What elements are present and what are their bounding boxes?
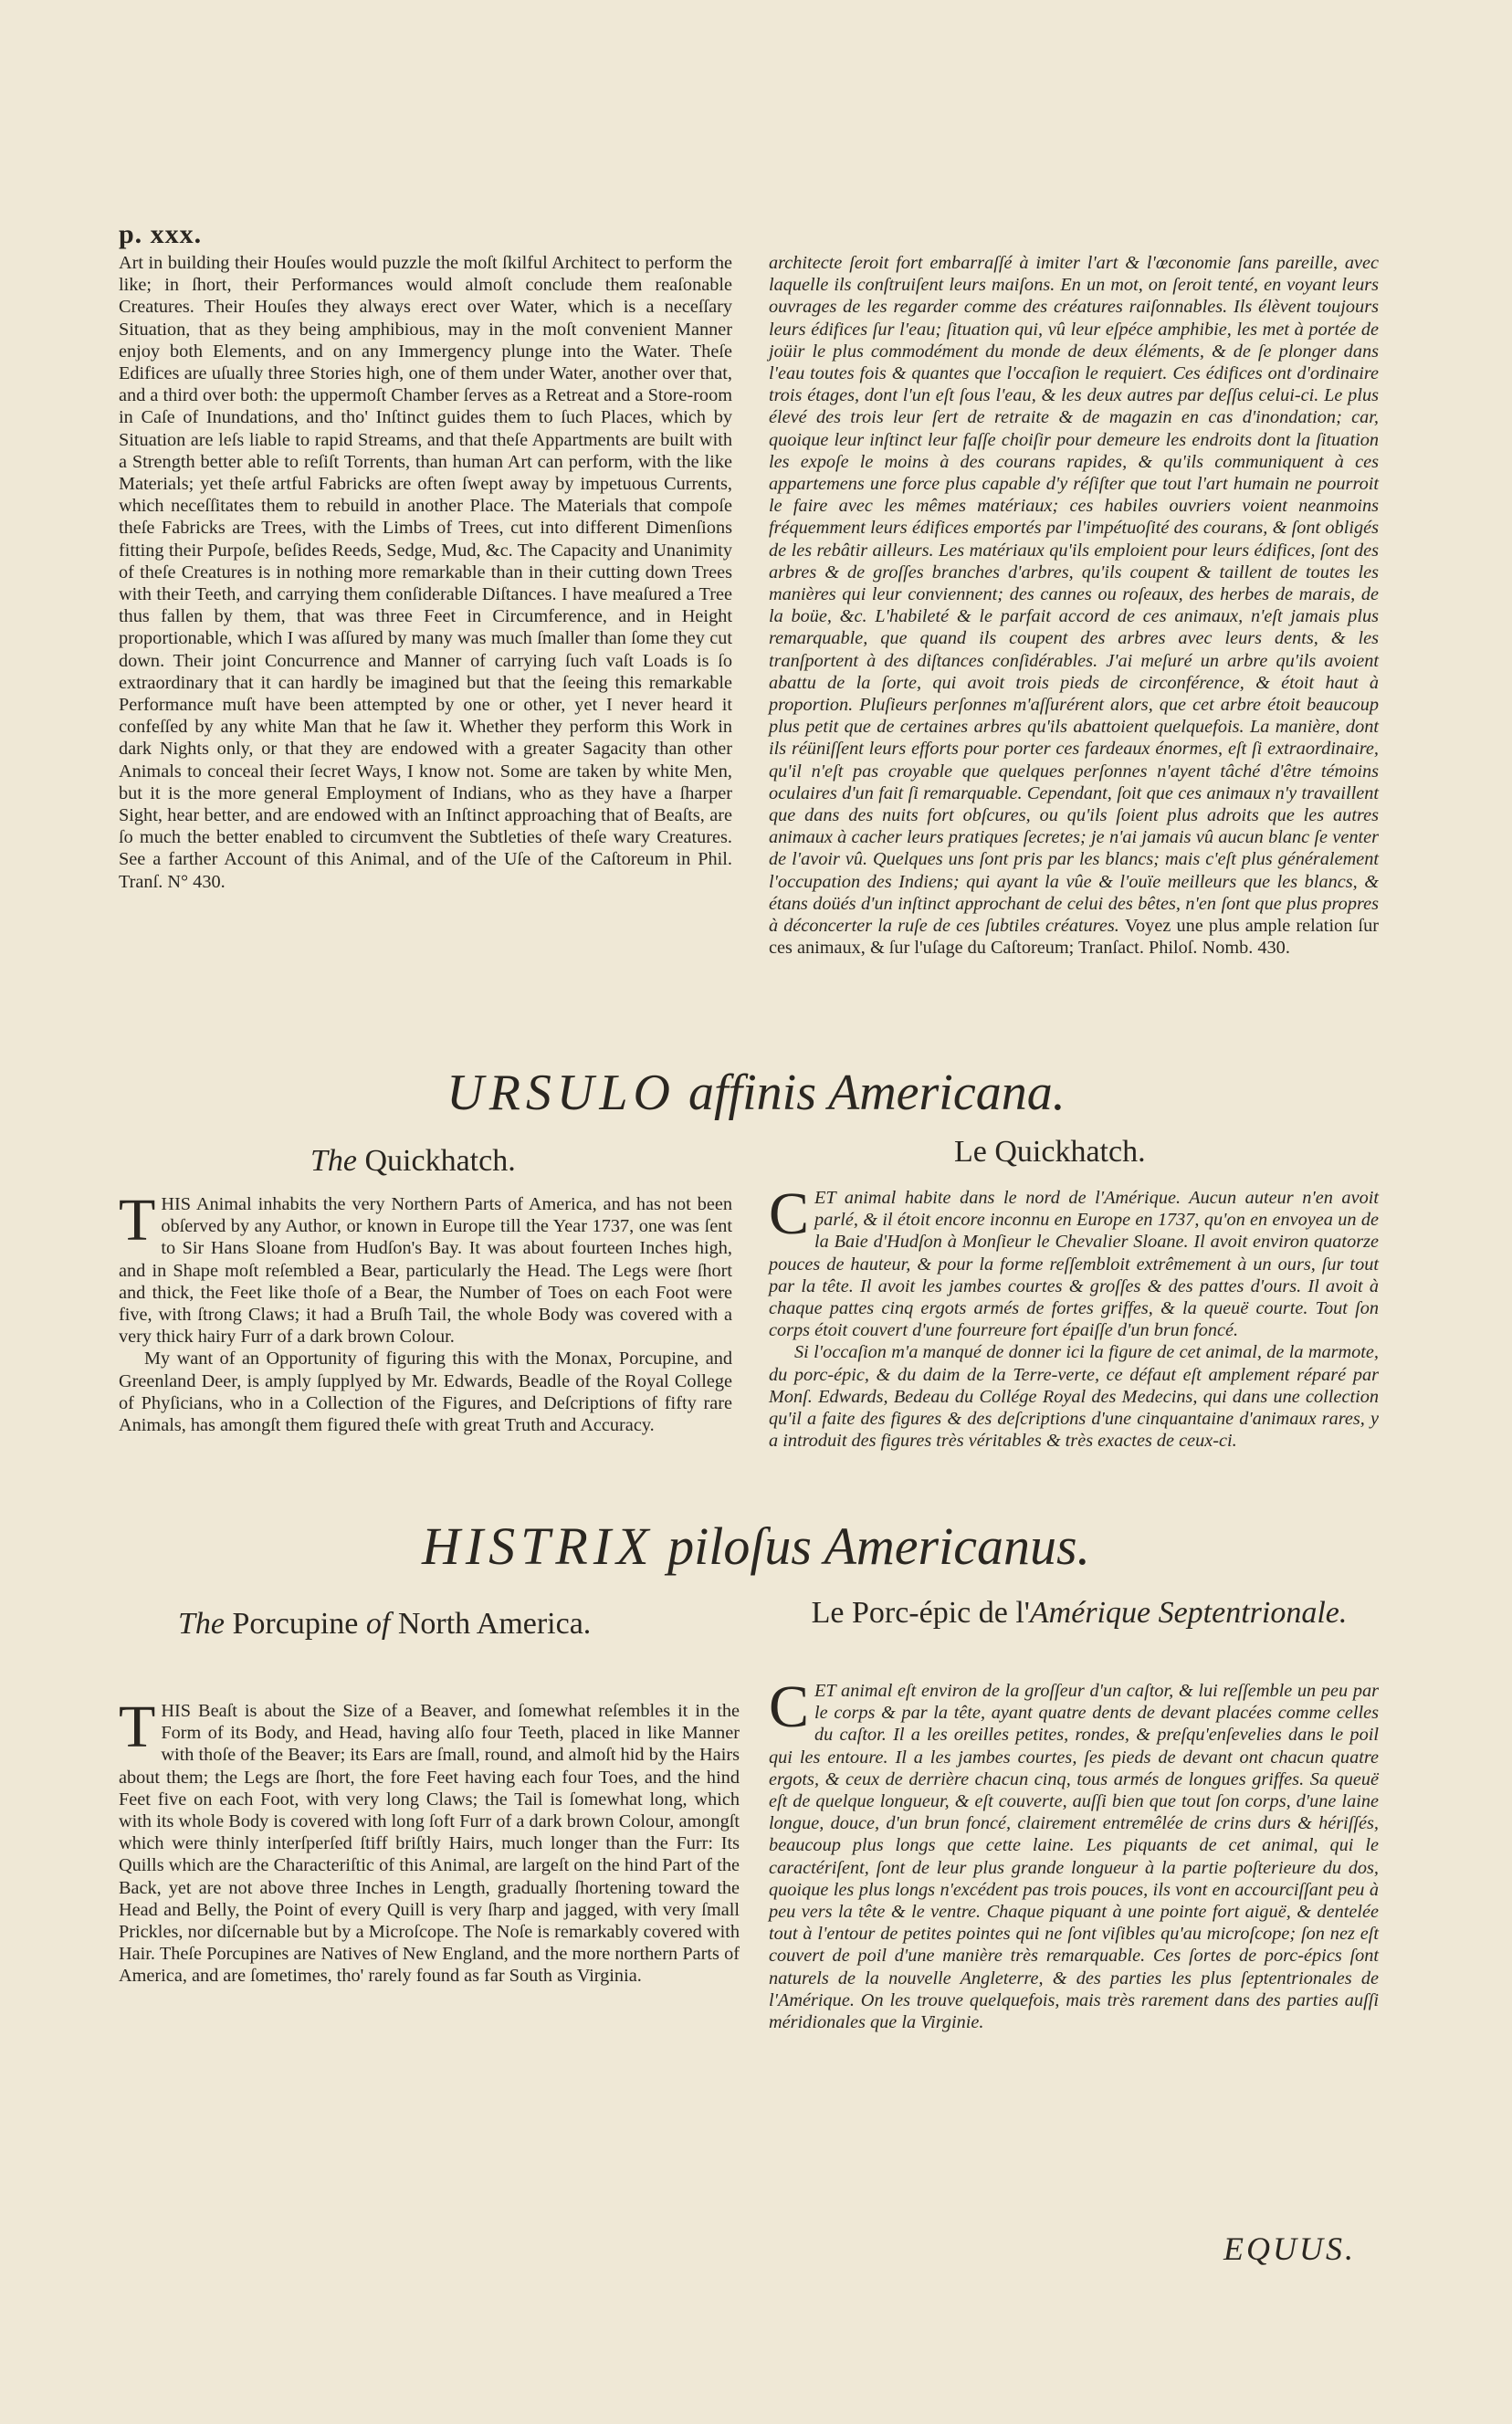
histrix-heading-species: piloſus Americanus. <box>667 1516 1091 1576</box>
porcupine-text-french <box>769 1674 1379 2033</box>
porcupine-subtitle-french-b: Amérique Septentrionale. <box>1029 1596 1348 1630</box>
quickhatch-french-dropcap: C <box>769 1181 810 1247</box>
quickhatch-subtitle-article: The <box>310 1144 357 1178</box>
quickhatch-text-french <box>769 1181 1379 1452</box>
porcupine-subtitle-of: of <box>365 1607 391 1641</box>
porcupine-french-paragraph: ET animal eſt environ de la groſſeur d'un caſtor, & lui reſſemble un peu par le corps & par la tête, ayant quatre dents de devant placées comme celles du caſtor. Il a les oreilles petites, rondes, & preſqu'enſevelies dans le poil qui les entoure. Il a les jambes courtes, ſes pieds de devant ont chacun quatre ergots, & ceux de derrière chacun cinq, tous armés de longues griffes. Sa queuë eſt de quelque longueur, & eſt couverte, auſſi bien que tout ſon corps, d'une laine longue, douce, d'un brun foncé, clairement entremêlée de crins durs & hériſſés, beaucoup plus longs que cette laine. Les piquants de cet animal, qui le caractériſent, ſont de leur plus grande longueur à la partie poſterieure du dos, quoique les plus longs n'excédent pas trois pouces, ils vont en accourciſſant peu à peu vers la tête & le ventre. Chaque piquant à une pointe fort aiguë, & dentelée tout à l'entour de petites pointes qui ne ſont viſibles qu'au microſcope; ſon nez eſt couvert de poil d'une manière très remarquable. Ces ſortes de porc-épics ſont naturels de la nouvelle Angleterre, & des parties les plus ſeptentrionales de l'Amérique. On les trouve quelquefois, mais très rarement dans des parties auſſi méridionales que la Virginie. <box>769 1681 1379 2033</box>
quickhatch-subtitle-name: Quickhatch. <box>364 1144 516 1178</box>
porcupine-french-dropcap: C <box>769 1674 810 1740</box>
porcupine-subtitle-region: North America. <box>397 1607 592 1641</box>
beaver-paragraph-french <box>769 252 1379 960</box>
porcupine-subtitle-article: The <box>178 1607 225 1641</box>
quickhatch-text-english <box>119 1187 732 1436</box>
histrix-heading-genus: HISTRIX <box>421 1516 655 1576</box>
quickhatch-english-paragraph-2: My want of an Opportunity of figuring this with the Monax, Porcupine, and Greenland Deer, is amply ſupplyed by Mr. Edwards, Beadle of the Royal College of Phyſicians, who in a Collection of the Figures, and Deſcriptions of fifty rare Animals, has amongſt them figured theſe with great Truth and Accuracy. <box>119 1348 732 1436</box>
quickhatch-french-paragraph-1: ET animal habite dans le nord de l'Amérique. Aucun auteur n'en avoit parlé, & il étoit encore inconnu en Europe en 1737, qu'on en envoyea un de la Baie d'Hudſon à Monſieur le Chevalier Sloane. Il avoit environ quatorze pouces de hauteur, & pour la forme reſſembloit extrêmement à un ours, ſur tout par la tête. Il avoit les jambes courtes & groſſes & des pattes d'ours. Il avoit à chaque pattes cinq ergots armés de fortes griffes, & la queuë courte. Tout ſon corps étoit couvert d'une fourreure fort épaiſſe d'un brun foncé. <box>769 1188 1379 1341</box>
quickhatch-english-dropcap: T <box>119 1187 156 1254</box>
porcupine-english-dropcap: T <box>119 1694 156 1760</box>
beaver-text-english <box>119 252 732 893</box>
catchword: EQUUS. <box>1223 2230 1356 2267</box>
quickhatch-french-paragraph-2: Si l'occaſion m'a manqué de donner ici la figure de cet animal, de la marmote, du porc-épic, & du daim de la Terre-verte, ce défaut eſt amplement réparé par Monſ. Edwards, Bedeau du Collége Royal des Medecins, qui dans une collection qu'il a faite des figures & des deſcriptions d'une cinquantaine d'animaux rares, y a introduit des figures très véritables & très exactes de ceux-ci. <box>769 1342 1379 1452</box>
beaver-text-french <box>769 252 1379 960</box>
quickhatch-subtitle-english <box>310 1144 516 1179</box>
quickhatch-subtitle-french: Le Quickhatch. <box>954 1135 1146 1169</box>
porcupine-english-paragraph: HIS Beaſt is about the Size of a Beaver, and ſomewhat reſembles it in the Form of its Body, and Head, having alſo four Teeth, placed in like Manner with thoſe of the Beaver; its Ears are ſmall, round, and almoſt hid by the Hairs about them; the Legs are ſhort, the fore Feet having each four Toes, and the hind Feet five on each Foot, with very long Claws; the Tail is ſomewhat long, which with its whole Body is covered with long ſoft Furr of a dark brown Colour, amongſt which were thinly interſperſed ſtiff briſtly Hairs, much longer than the Furr: Its Quills which are the Characteriſtic of this Animal, are largeſt on the hind Part of the Back, yet are not above three Inches in Length, gradually ſhortening toward the Head and Belly, the Point of every Quill is very ſharp and jagged, with very ſmall Prickles, nor diſcernable but by a Microſcope. The Noſe is remarkably covered with Hair. Theſe Porcupines are Natives of New England, and the more northern Parts of America, and are ſometimes, tho' rarely found as far South as Virginia. <box>119 1701 740 1987</box>
beaver-french-body: architecte ſeroit fort embarraſſé à imiter l'art & l'œconomie ſans pareille, avec laquelle ils conſtruiſent leurs maiſons. En un mot, on ſeroit tenté, en voyant leurs ouvrages de les regarder comme des créatures raiſonnables. Ils élèvent toujours leurs édifices ſur l'eau; ſituation qui, vû leur eſpéce amphibie, les met à portée de joüir le plus commodément du monde de deux éléments, & de ſe plonger dans l'eau toutes fois & quantes que l'occaſion le requiert. Ces édifices ont d'ordinaire trois étages, dont l'un eſt ſous l'eau, & les deux autres par deſſus celui-ci. Le plus élevé des trois leur ſert de retraite & de magazin en cas d'inondation; car, quoique leur inſtinct leur faſſe choiſir pour demeure les endroits dont la ſituation les expoſe le moins à des courans rapides, & qu'ils communiquent à ces appartemens une force plus capable d'y réſiſter que tout l'art humain ne pourroit le faire avec les mêmes matériaux; ces habiles ouvriers voient neanmoins fréquemment leurs édifices emportés par l'impétuoſité des courans, & ſont obligés de les rebâtir ailleurs. Les matériaux qu'ils emploient pour leurs édifices, ſont des arbres & de groſſes branches d'arbres, qu'ils coupent & taillent de toutes les manières qui leur conviennent; des cannes ou roſeaux, des herbes de marais, de la boüe, &c. L'habileté & le parfait accord de ces animaux, n'eſt jamais plus remarquable, que quand ils coupent des arbres avec leurs dents, & les tranſportent à des diſtances conſidérables. J'ai meſuré un arbre qu'ils avoient abattu de la ſorte, qui avoit trois pieds de circonférence, & étoit haut à proportion. Pluſieurs perſonnes m'aſſurérent alors, que cet arbre étoit beaucoup plus petit que de certaines arbres qu'ils abattoient quelquefois. La manière, dont ils réüniſſent leurs efforts pour porter ces fardeaux énormes, eſt ſi extraordinaire, qu'il n'eſt pas croyable que quelques perſonnes n'ayent tâché d'être témoins oculaires d'un fait ſi remarquable. Cependant, ſoit que ces animaux n'y travaillent que dans des nuits fort obſcures, ou qu'ils ſoient plus adroits que les autres animaux à cacher leurs pratiques ſecretes; je n'ai jamais vû aucun blanc ſe venter de l'avoir vû. Quelques uns ſont pris par les blancs; mais c'eſt plus généralement l'occupation des Indiens; qui ayant la vûe & l'ouïe meilleurs que les blancs, & étans doüés d'un inſtinct approchant de celui des bêtes, n'en ſont que plus propres à déconcerter la ruſe de ces ſubtiles créatures. <box>769 253 1379 937</box>
porcupine-subtitle-french <box>769 1593 1390 1633</box>
page-number: p. xxx. <box>119 219 203 249</box>
porcupine-subtitle-english <box>178 1607 591 1642</box>
beaver-paragraph-english: Art in building their Houſes would puzzle the moſt ſkilful Architect to perform the like; in ſhort, their Performances would almoſt conclude them reaſonable Creatures. Their Houſes they always erect over Water, which is a neceſſary Situation, that as they being amphibious, may in the moſt convenient Manner enjoy both Elements, and on any Immergency plunge into the Water. Theſe Edifices are uſually three Stories high, one of them under Water, another over that, and a third over both: the uppermoſt Chamber ſerves as a Retreat and a Store-room in Caſe of Inundations, and tho' Inſtinct guides them to ſuch Places, which by Situation are leſs liable to rapid Streams, and that theſe Appartments are built with a Strength better able to reſiſt Torrents, than human Art can perform, with the like Materials; yet theſe artful Fabricks are often ſwept away by impetuous Currents, which neceſſitates them to rebuild in another Place. The Materials that compoſe theſe Fabricks are Trees, with the Limbs of Trees, cut into different Dimenſions fitting their Purpoſe, beſides Reeds, Sedge, Mud, &c. The Capacity and Unanimity of theſe Creatures is in nothing more remarkable than in their cutting down Trees with their Teeth, and carrying them conſiderable Diſtances. I have meaſured a Tree thus fallen by them, that was three Feet in Circumference, and in Height proportionable, which I was aſſured by many was much ſmaller than ſome they cut down. Their joint Concurrence and Manner of carrying ſuch vaſt Loads is ſo extraordinary that it can hardly be imagined but that the ſeeing this remarkable Performance muſt have been attempted by one or other, yet I never heard it confeſſed by any white Man that he ſaw it. Whether they perform this Work in dark Nights only, or that they are endowed with a greater Sagacity than other Animals to conceal their ſecret Ways, I know not. Some are taken by white Men, but it is the more general Employment of Indians, who as they have a ſharper Sight, hear better, and are endowed with an Inſtinct approaching that of Beaſts, are ſo much the better enabled to circumvent the Subtleties of theſe wary Creatures. See a farther Account of this Animal, and of the Uſe of the Caſtoreum in Phil. Tranſ. N° 430. <box>119 253 732 892</box>
porcupine-subtitle-name: Porcupine <box>232 1607 359 1641</box>
histrix-heading <box>0 1516 1512 1577</box>
ursulo-heading-genus: URSULO <box>446 1065 676 1121</box>
porcupine-text-english <box>119 1694 740 1988</box>
porcupine-subtitle-french-a: Le Porc-épic de l' <box>811 1596 1030 1630</box>
quickhatch-english-paragraph-1: HIS Animal inhabits the very Northern Parts of America, and has not been obſerved by any Author, or known in Europe till the Year 1737, one was ſent to Sir Hans Sloane from Hudſon's Bay. It was about fourteen Inches high, and in Shape moſt reſembled a Bear, particularly the Head. The Legs were ſhort and thick, the Feet like thoſe of a Bear, the Number of Toes on each Foot were five, with ſtrong Claws; it had a Bruſh Tail, the whole Body was covered with a very thick hairy Furr of a dark brown Colour. <box>119 1194 732 1348</box>
ursulo-heading-species: affinis Americana. <box>688 1065 1066 1121</box>
ursulo-heading <box>0 1064 1512 1122</box>
beaver-french-reference: Voyez une plus ample relation ſur ces animaux, & ſur l'uſage du Caſtoreum; Tranſact. Philoſ. Nomb. 430. <box>769 916 1379 959</box>
